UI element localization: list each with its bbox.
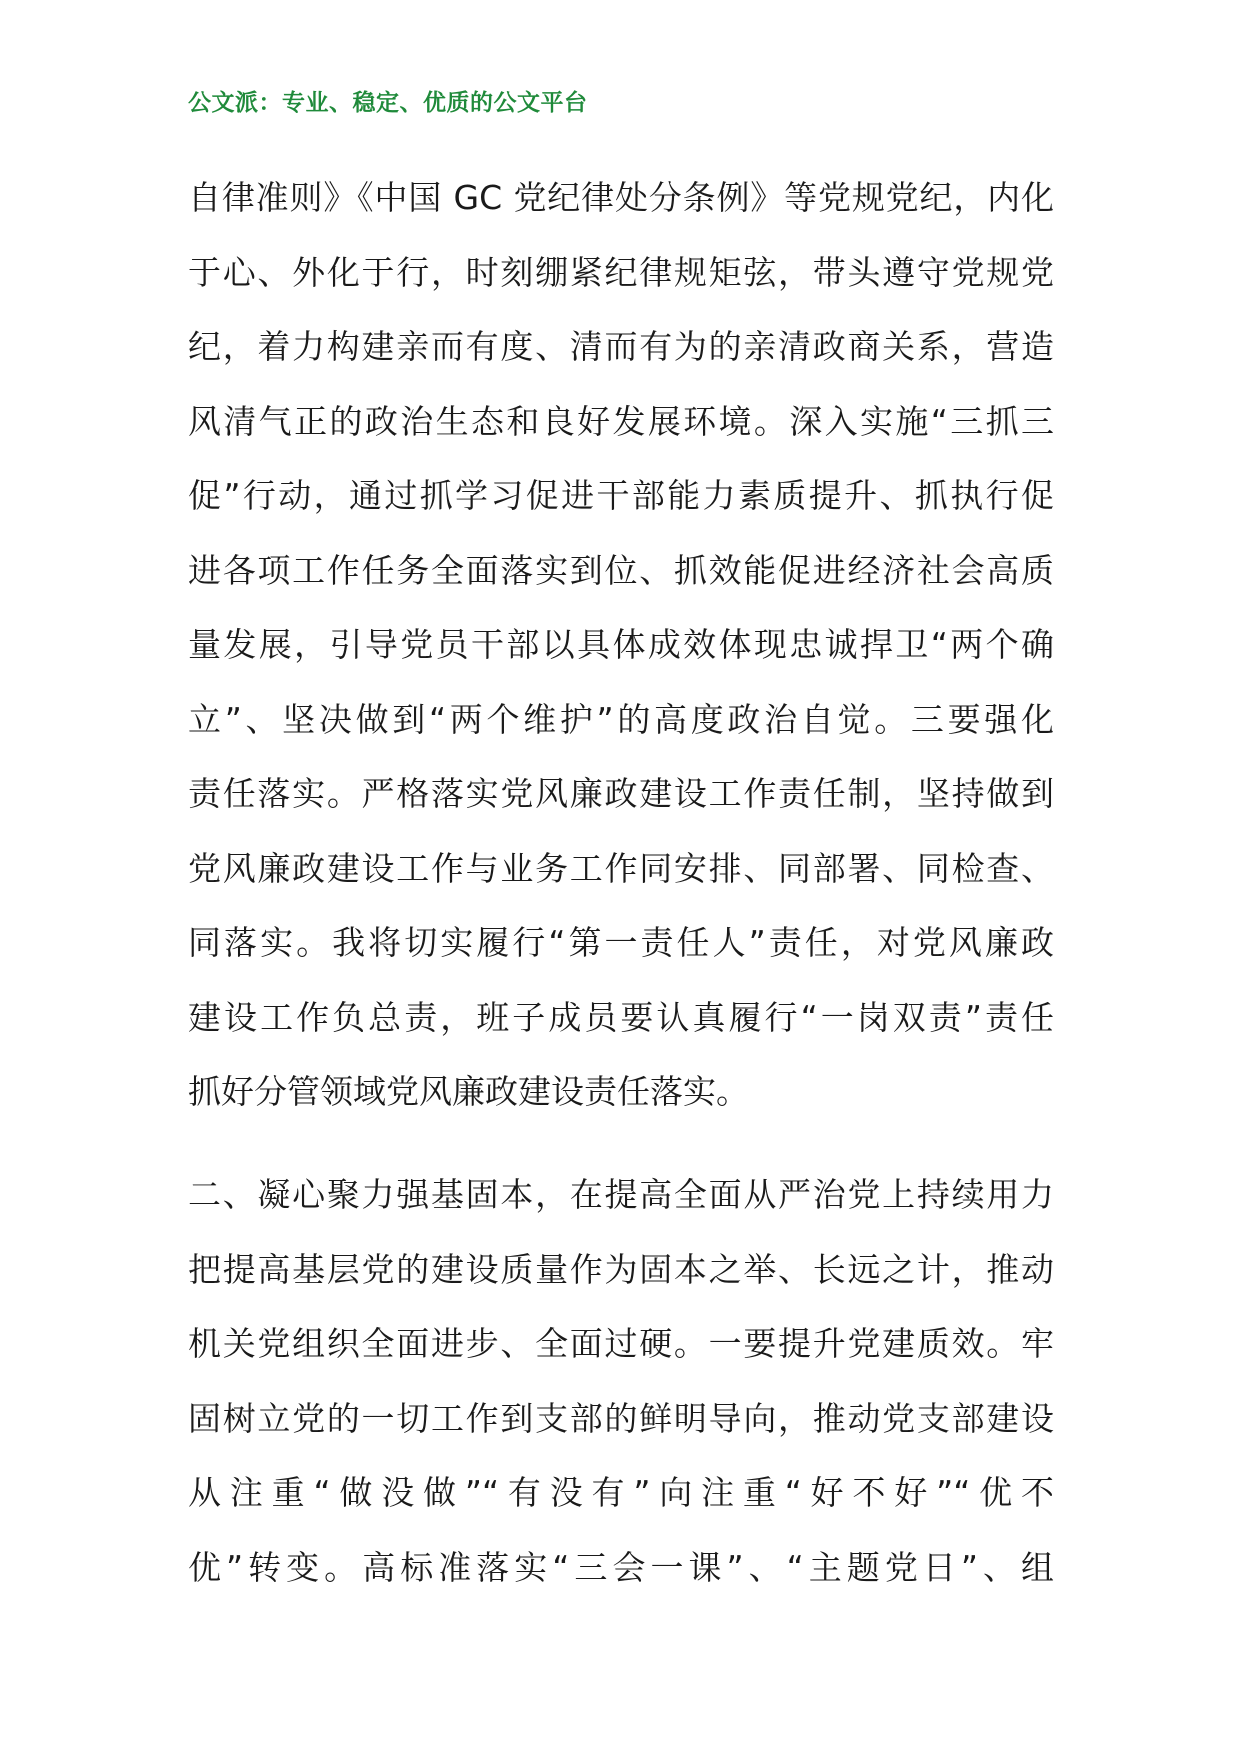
text-line: 自律准则》《中国 GC 党纪律处分条例》等党规党纪，内化 [188,178,1054,217]
text-line: 机关党组织全面进步、全面过硬。一要提升党建质效。牢 [188,1324,1054,1363]
text-line: 优”转变。高标准落实“三会一课”、“主题党日”、组 [188,1547,1054,1587]
text-line: 党风廉政建设工作与业务工作同安排、同部署、同检查、 [188,848,1054,888]
paragraph-1 [188,161,1054,1130]
paragraph-2 [188,1158,1054,1605]
text-line: 把提高基层党的建设质量作为固本之举、长远之计，推动 [188,1249,1054,1289]
text-line: 责任落实。严格落实党风廉政建设工作责任制，坚持做到 [188,774,1054,813]
text-line: 建设工作负总责，班子成员要认真履行“一岗双责”责任 [188,997,1054,1037]
text-line: 纪，着力构建亲而有度、清而有为的亲清政商关系，营造 [188,327,1054,366]
text-line: 二、凝心聚力强基固本，在提高全面从严治党上持续用力 [188,1175,1054,1214]
text-line: 从注重“做没做”“有没有”向注重“好不好”“优不 [188,1473,1054,1512]
text-line: 立”、坚决做到“两个维护”的高度政治自觉。三要强化 [188,699,1054,739]
text-line: 于心、外化于行，时刻绷紧纪律规矩弦，带头遵守党规党 [188,252,1054,292]
text-line: 抓好分管领域党风廉政建设责任落实。 [188,1072,749,1111]
text-line: 风清气正的政治生态和良好发展环境。深入实施“三抓三 [188,401,1054,441]
text-line: 促”行动，通过抓学习促进干部能力素质提升、抓执行促 [188,476,1054,515]
page-header: 公文派：专业、稳定、优质的公文平台 [188,90,588,116]
text-line: 同落实。我将切实履行“第一责任人”责任，对党风廉政 [188,923,1054,962]
text-line: 固树立党的一切工作到支部的鲜明导向，推动党支部建设 [188,1398,1054,1438]
text-line: 量发展，引导党员干部以具体成效体现忠诚捍卫“两个确 [188,625,1054,664]
text-line: 进各项工作任务全面落实到位、抓效能促进经济社会高质 [188,550,1054,590]
